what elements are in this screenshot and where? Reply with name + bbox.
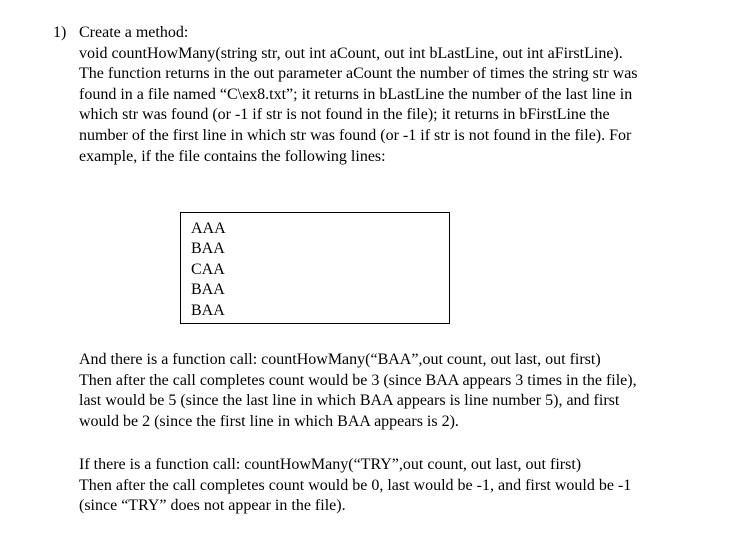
intro-line: Create a method: <box>79 24 189 41</box>
intro-line: found in a file named “C\ex8.txt”; it returns in bLastLine the number of the last line in <box>79 85 633 103</box>
intro-line: The function returns in the out parameter aCount the number of times the string str was <box>79 65 638 83</box>
file-line: BAA <box>191 240 225 258</box>
example-line: Then after the call completes count would be 0, last would be -1, and first would be -1 <box>79 476 632 494</box>
example-line: last would be 5 (since the last line in which BAA appears is line number 5), and first <box>79 392 620 410</box>
intro-line: number of the first line in which str was found (or -1 if str is not found in the file). For <box>79 126 632 144</box>
example-line: If there is a function call: countHowMany(“TRY”,out count, out last, out first) <box>79 456 582 473</box>
file-line: BAA <box>191 281 225 299</box>
file-line: BAA <box>191 301 225 319</box>
question-number: 1) <box>53 24 67 41</box>
example-baa <box>79 350 719 432</box>
example-line: And there is a function call: countHowMany(“BAA”,out count, out last, out first) <box>79 351 601 368</box>
method-signature: void countHowMany(string str, out int aCount, out int bLastLine, out int aFirstLine). <box>79 44 623 62</box>
example-line: Then after the call completes count would be 3 (since BAA appears 3 times in the file), <box>79 371 637 389</box>
intro-line: which str was found (or -1 if str is not found in the file); it returns in bFirstLine the <box>79 106 610 124</box>
intro-line: example, if the file contains the following lines: <box>79 147 386 165</box>
file-contents-box <box>180 212 450 324</box>
file-line: AAA <box>191 220 226 237</box>
example-line: (since “TRY” does not appear in the file). <box>79 497 346 515</box>
example-try <box>79 455 719 517</box>
question-intro <box>79 23 719 167</box>
example-line: would be 2 (since the first line in which BAA appears is 2). <box>79 412 459 430</box>
file-line: CAA <box>191 260 225 278</box>
